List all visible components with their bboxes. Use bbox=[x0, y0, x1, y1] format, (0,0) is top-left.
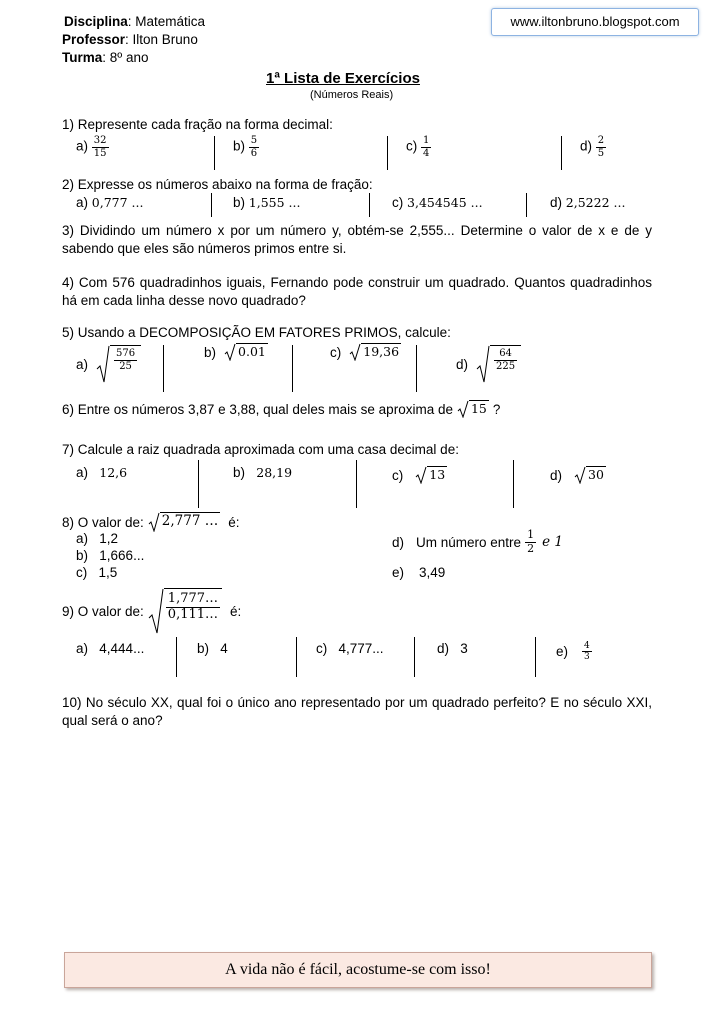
divider bbox=[387, 136, 388, 170]
q7-c-sqrt: 13 bbox=[415, 466, 447, 484]
q5-text: 5) Usando a DECOMPOSIÇÃO EM FATORES PRIMOS, calcule: bbox=[62, 325, 451, 340]
divider bbox=[526, 193, 527, 217]
q7-text: 7) Calcule a raiz quadrada aproximada com uma casa decimal de: bbox=[62, 442, 459, 457]
divider bbox=[211, 193, 212, 217]
q9-item-a: a) 4,444... bbox=[76, 641, 145, 656]
subject-line bbox=[64, 14, 205, 29]
q5-item-b: b) 0.01 bbox=[204, 344, 266, 360]
divider bbox=[414, 637, 415, 677]
q8-sqrt: 2,777 … bbox=[148, 512, 220, 532]
q1-a-fraction: $\frac{32}{15}$ bbox=[93, 135, 107, 159]
sqrt-icon bbox=[457, 400, 469, 418]
sqrt-icon bbox=[574, 466, 586, 484]
q1-c-label: c) bbox=[406, 138, 418, 154]
q1-c-fraction: $\frac{1}{4}$ bbox=[423, 135, 430, 159]
q2-item-b: b) 1,555 ... bbox=[233, 195, 301, 210]
sqrt-icon bbox=[148, 512, 160, 532]
class-label: Turma bbox=[62, 50, 103, 65]
divider bbox=[214, 136, 215, 170]
class-value: : 8º ano bbox=[102, 50, 149, 65]
q9-text: 9) O valor de: $\frac{1,777\dots}{0,111\dots}$ é: bbox=[62, 588, 241, 634]
q1-d-fraction: $\frac{2}{5}$ bbox=[597, 135, 605, 159]
q8-item-c: c) 1,5 bbox=[76, 565, 118, 580]
q9-e-fraction: $\frac{4}{3}$ bbox=[584, 641, 590, 663]
website-box bbox=[491, 8, 699, 36]
q9-sqrt: $\frac{1,777\dots}{0,111\dots}$ bbox=[148, 588, 222, 634]
teacher-line bbox=[62, 32, 198, 47]
divider bbox=[198, 460, 199, 508]
q10-text: 10) No século XX, qual foi o único ano representado por um quadrado perfeito? E no século XXI, qual será o ano? bbox=[62, 695, 652, 728]
q7-item-c: c) 13 bbox=[392, 467, 446, 483]
q2-b-value: 1,555 ... bbox=[248, 195, 301, 210]
q9-item-b: b) 4 bbox=[197, 641, 228, 656]
q2-d-value: 2,5222 ... bbox=[565, 195, 626, 210]
q1-item-c bbox=[406, 135, 431, 159]
sqrt-icon bbox=[224, 343, 236, 361]
q5-c-sqrt: 19,36 bbox=[349, 343, 401, 361]
q8-item-b: b) 1,666... bbox=[76, 548, 145, 563]
q1-a-label: a) bbox=[76, 138, 89, 154]
divider bbox=[535, 637, 536, 677]
sqrt-icon bbox=[96, 345, 110, 383]
q1-b-label: b) bbox=[233, 138, 246, 154]
q1-text: 1) Represente cada fração na forma decimal: bbox=[62, 117, 333, 132]
q9-item-e: e) $\frac{4}{3}$ bbox=[556, 641, 590, 663]
website-link[interactable]: www.iltonbruno.blogspot.com bbox=[510, 14, 680, 29]
q3-text: 3) Dividindo um número x por um número y, obtém-se 2,555... Determine o valor de x e de y sabendo que eles são números primos entre si. bbox=[62, 223, 652, 256]
q9-item-d: d) 3 bbox=[437, 641, 468, 656]
divider bbox=[163, 345, 164, 392]
footer-quote: A vida não é fácil, acostume-se com isso! bbox=[225, 961, 491, 978]
q5-item-d: d) $\frac{64}{225}$ bbox=[456, 345, 521, 383]
q8-item-d: d) Um número entre $\frac{1}{2}$ e 1 bbox=[392, 528, 563, 555]
q8-item-a: a) 1,2 bbox=[76, 531, 119, 546]
q2-item-d: d) 2,5222 ... bbox=[550, 195, 626, 210]
q8-item-e: e) 3,49 bbox=[392, 565, 446, 580]
teacher-label: Professor bbox=[62, 32, 126, 47]
q5-item-c: c) 19,36 bbox=[330, 344, 400, 360]
q2-item-a: a) 0,777 ... bbox=[76, 195, 144, 210]
q2-a-value: 0,777 ... bbox=[91, 195, 144, 210]
q2-item-c: c) 3,454545 ... bbox=[392, 195, 483, 210]
sqrt-icon bbox=[148, 588, 164, 634]
q7-item-a: a) 12,6 bbox=[76, 465, 128, 480]
q5-item-a: a) $\frac{576}{25}$ bbox=[76, 345, 141, 383]
q8-d-fraction: $\frac{1}{2}$ bbox=[527, 528, 535, 555]
q4-text: 4) Com 576 quadradinhos iguais, Fernando pode construir um quadrado. Quantos quadradinhos há em cada linha desse novo quadrado? bbox=[62, 275, 652, 308]
q6-text: 6) Entre os números 3,87 e 3,88, qual deles mais se aproxima de 15 ? bbox=[62, 401, 501, 417]
q9-item-c: c) 4,777... bbox=[316, 641, 384, 656]
q1-d-label: d) bbox=[580, 138, 593, 154]
class-line bbox=[62, 50, 148, 65]
page-subtitle: (Números Reais) bbox=[310, 89, 394, 101]
divider bbox=[416, 345, 417, 392]
q2-text: 2) Expresse os números abaixo na forma de fração: bbox=[62, 177, 373, 192]
q7-item-d: d) 30 bbox=[550, 467, 604, 483]
divider bbox=[369, 193, 370, 217]
divider bbox=[292, 345, 293, 392]
q8-text: 8) O valor de: 2,777 … é: bbox=[62, 512, 240, 532]
divider bbox=[561, 136, 562, 170]
q6-sqrt: 15 bbox=[457, 400, 489, 418]
subject-value: : Matemática bbox=[127, 14, 206, 29]
sqrt-icon bbox=[476, 345, 490, 383]
q5-b-sqrt: 0.01 bbox=[224, 343, 268, 361]
footer-banner bbox=[64, 952, 652, 988]
subject-label: Disciplina bbox=[64, 14, 128, 29]
q1-item-a bbox=[76, 135, 109, 159]
divider bbox=[356, 460, 357, 508]
page-title: 1ª Lista de Exercícios bbox=[266, 70, 420, 87]
divider bbox=[513, 460, 514, 508]
divider bbox=[176, 637, 177, 677]
divider bbox=[296, 637, 297, 677]
sqrt-icon bbox=[415, 466, 427, 484]
q1-b-fraction: $\frac{5}{6}$ bbox=[250, 135, 258, 159]
q2-c-value: 3,454545 ... bbox=[407, 195, 483, 210]
q1-item-d bbox=[580, 135, 606, 159]
q1-item-b bbox=[233, 135, 259, 159]
teacher-value: : Ilton Bruno bbox=[125, 32, 198, 47]
q7-d-sqrt: 30 bbox=[574, 466, 606, 484]
q5-a-sqrt: $\frac{576}{25}$ bbox=[96, 345, 141, 383]
q7-item-b: b) 28,19 bbox=[233, 465, 293, 480]
sqrt-icon bbox=[349, 343, 361, 361]
q5-d-sqrt: $\frac{64}{225}$ bbox=[476, 345, 521, 383]
